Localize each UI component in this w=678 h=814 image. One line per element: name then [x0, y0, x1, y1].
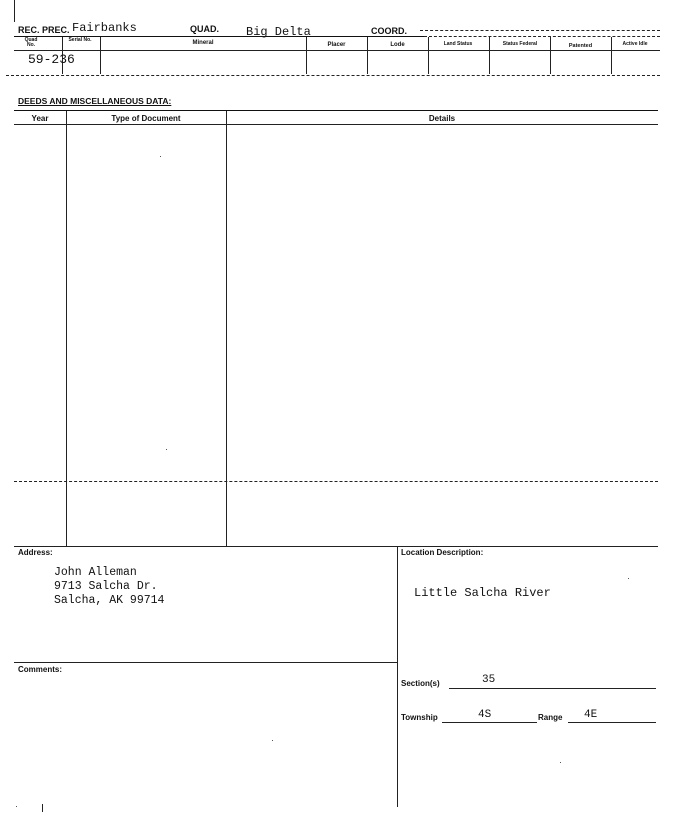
section-underline [449, 688, 656, 689]
address-location-divider [397, 547, 398, 807]
scan-speck [560, 762, 561, 763]
col-sep-5 [428, 37, 429, 74]
col-sep-6 [489, 37, 490, 74]
location-label: Location Description: [401, 548, 484, 557]
quad-serial-value: 59-236 [28, 52, 75, 67]
address-line-1: John Alleman [54, 566, 137, 579]
deeds-col-details: Details [428, 114, 456, 123]
rec-prec-value: Fairbanks [72, 21, 137, 35]
comments-label: Comments: [18, 665, 63, 674]
bottom-tick [42, 804, 43, 812]
quad-value: Big Delta [246, 25, 311, 39]
address-label: Address: [18, 548, 53, 557]
address-line-2: 9713 Salcha Dr. [54, 580, 158, 593]
deeds-col-year: Year [31, 114, 49, 123]
coord-dashed-rule [420, 30, 660, 31]
address-line-3: Salcha, AK 99714 [54, 594, 165, 607]
deeds-dashed-rule [14, 481, 658, 482]
deeds-rule-header [14, 124, 658, 125]
scan-speck [16, 806, 17, 807]
rec-prec-label: REC. PREC. [18, 25, 70, 35]
township-label: Township [401, 713, 438, 722]
col-land-status: Land Status [443, 41, 473, 47]
claim-row-dashed-rule [6, 75, 660, 76]
col-lode: Lode [390, 42, 405, 48]
township-underline [442, 722, 537, 723]
comments-rule [14, 662, 397, 663]
header-rule-top-dashed [424, 36, 660, 37]
range-value: 4E [584, 709, 598, 721]
col-placer: Placer [327, 42, 346, 48]
scan-speck [160, 156, 161, 157]
section-value: 35 [482, 674, 496, 686]
col-active-idle: Active Idle [622, 41, 648, 47]
column-header-rule [14, 50, 660, 51]
col-sep-8 [611, 37, 612, 74]
col-status-federal: Status Federal [502, 41, 538, 47]
col-mineral: Mineral [192, 40, 214, 46]
scan-speck [166, 449, 167, 450]
deeds-col-type: Type of Document [111, 114, 181, 123]
deeds-rule-bottom [14, 546, 658, 547]
col-quad-no: Quad No. [24, 37, 38, 48]
scan-speck [272, 740, 273, 741]
deeds-rule-top [14, 110, 658, 111]
quad-label: QUAD. [190, 24, 219, 34]
scan-speck [628, 578, 629, 579]
township-value: 4S [478, 709, 492, 721]
location-value: Little Salcha River [414, 586, 551, 600]
range-label: Range [538, 713, 563, 722]
top-tick [14, 0, 15, 22]
col-serial-no: Serial No. [68, 37, 92, 43]
range-underline [568, 722, 656, 723]
col-patented: Patented [568, 43, 593, 49]
section-label: Section(s) [401, 679, 440, 688]
deeds-title: DEEDS AND MISCELLANEOUS DATA: [18, 96, 172, 106]
coord-label: COORD. [371, 26, 407, 36]
